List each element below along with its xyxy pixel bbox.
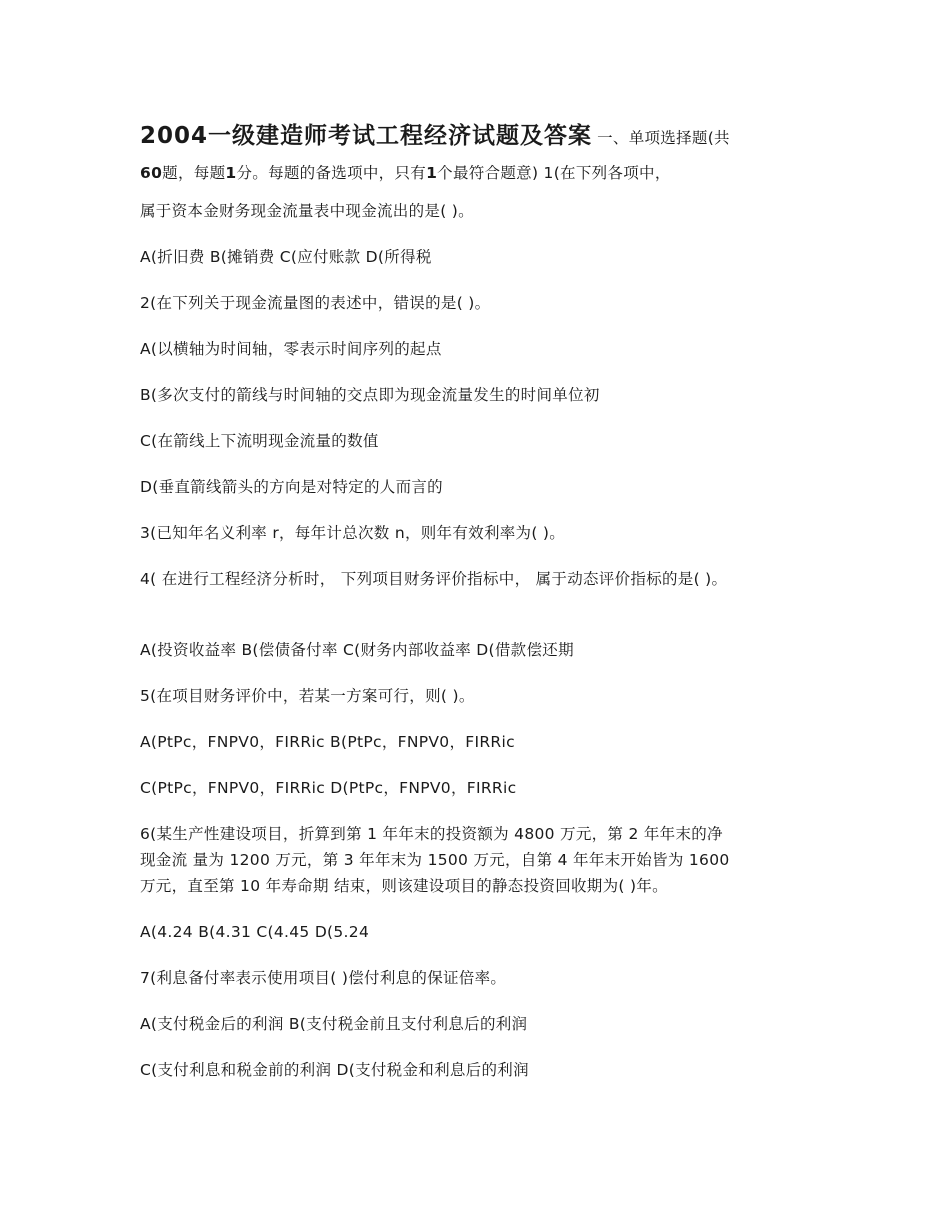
question-1-options: A(折旧费 B(摊销费 C(应付账款 D(所得税 — [140, 248, 432, 266]
question-5-options-cd: C(PtPc，FNPV0，FIRRic D(PtPc，FNPV0，FIRRic — [140, 779, 517, 797]
section-heading: 一、单项选择题(共 — [597, 129, 730, 147]
question-4-text: 4( 在进行工程经济分析时， 下列项目财务评价指标中， 属于动态评价指标的是( )。 — [140, 570, 728, 588]
question-6-line-3: 万元，直至第 10 年寿命期 结束，则该建设项目的静态投资回收期为( )年。 — [140, 877, 668, 895]
question-2-option-a: A(以横轴为时间轴，零表示时间序列的起点 — [140, 340, 442, 358]
question-6-line-1: 6(某生产性建设项目，折算到第 1 年年末的投资额为 4800 万元，第 2 年年末的净 — [140, 825, 723, 843]
intro-line: 60题，每题1分。每题的备选项中，只有1个最符合题意) 1(在下列各项中， — [140, 164, 671, 182]
question-6-options: A(4.24 B(4.31 C(4.45 D(5.24 — [140, 923, 370, 941]
title-line — [140, 118, 830, 154]
question-7-text: 7(利息备付率表示使用项目( )偿付利息的保证倍率。 — [140, 969, 507, 987]
question-7-options-cd: C(支付利息和税金前的利润 D(支付税金和利息后的利润 — [140, 1061, 529, 1079]
question-4-options: A(投资收益率 B(偿债备付率 C(财务内部收益率 D(借款偿还期 — [140, 641, 574, 659]
question-3-text: 3(已知年名义利率 r，每年计总次数 n，则年有效利率为( )。 — [140, 524, 566, 542]
question-2-option-c: C(在箭线上下流明现金流量的数值 — [140, 432, 379, 450]
document-page — [140, 118, 830, 1081]
question-5-options-ab: A(PtPc，FNPV0，FIRRic B(PtPc，FNPV0，FIRRic — [140, 733, 515, 751]
question-6-line-2: 现金流 量为 1200 万元，第 3 年年末为 1500 万元，自第 4 年年末开始皆为 1600 — [140, 851, 730, 869]
score-value: 1 — [225, 164, 237, 182]
question-2-option-d: D(垂直箭线箭头的方向是对特定的人而言的 — [140, 478, 443, 496]
question-5-text: 5(在项目财务评价中，若某一方案可行，则( )。 — [140, 687, 475, 705]
question-count: 60 — [140, 164, 163, 182]
question-2-option-b: B(多次支付的箭线与时间轴的交点即为现金流量发生的时间单位初 — [140, 386, 600, 404]
question-7-options-ab: A(支付税金后的利润 B(支付税金前且支付利息后的利润 — [140, 1015, 528, 1033]
question-1-text: 属于资本金财务现金流量表中现金流出的是( )。 — [140, 202, 474, 220]
one-answer: 1 — [426, 164, 438, 182]
document-title: 2004一级建造师考试工程经济试题及答案 — [140, 123, 593, 149]
question-2-text: 2(在下列关于现金流量图的表述中，错误的是( )。 — [140, 294, 491, 312]
